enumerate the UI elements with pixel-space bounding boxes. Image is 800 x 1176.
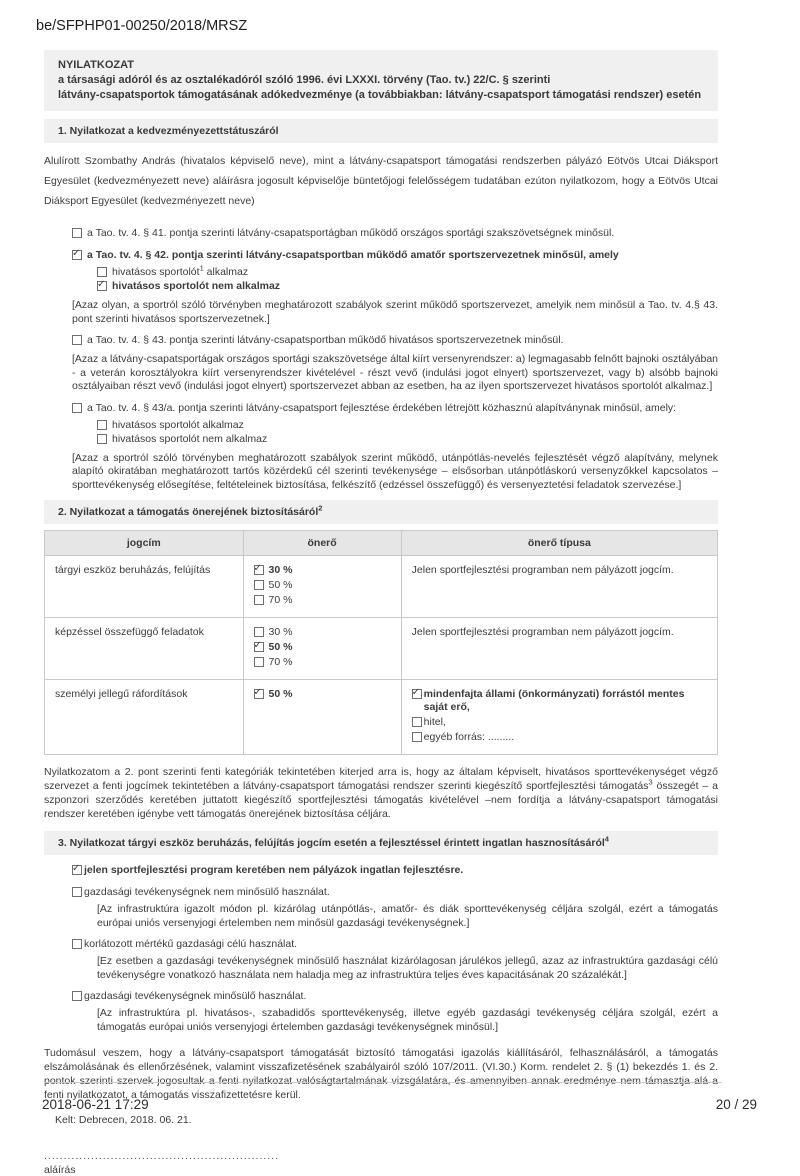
footer-timestamp: 2018-06-21 17:29 [42,1097,149,1112]
option-label: 50 % [268,579,293,591]
checkbox-icon [97,434,107,444]
checkbox-icon [72,403,82,413]
declaration-subtitle-line1: a társasági adóról és az osztalékadóról szóló 1996. évi LXXXI. törvény (Tao. tv.) 22/C. § szerinti [58,74,551,86]
section-2-heading: 2. Nyilatkozat a támogatás önerejének biztosításáról$^2$ [44,500,718,524]
table-row [45,618,718,680]
option-50-percent [254,688,391,701]
checkbox-icon [72,939,82,949]
title-box [44,50,718,111]
checkbox-icon [72,228,82,238]
column-header-onero-tipusa: önerő típusa [401,531,717,556]
acknowledgement-paragraph: Tudomásul veszem, hogy a látvány-csapatsport támogatását biztosító támogatási igazolás kiállításáról, felhasználásáról, a támogatás elszámolásának és ellenőrzésének, valamint visszafizetésének szabályairól szóló 107/2011. (VI.30.) Korm. rendelet 2. § (1) bekezdés 1. és 2. pontok szerinti szervek jogosultak a fenti nyilatkozat valóságtartalmának vizsgálatára, és amennyiben annak eredménye nem támasztja alá a fenti nyilatkozatot, a támogatás visszafizettetésre kerül. [44,1047,718,1101]
option-label: 70 % [268,594,293,606]
checkbox-icon [254,565,264,575]
checkbox-icon [254,595,264,605]
checkbox-label: gazdasági tevékenységnek nem minősülő használat. [84,886,330,898]
note-economic-use: [Az infrastruktúra pl. hivatásos-, szabadidős sporttevékenység, illetve egyéb gazdasági tevékenység céljára szolgál, ezért a támogatás európai uniós versenyjogi értelemben gazdasági tevékenységnek minősül.] [97,1007,718,1033]
checkbox-icon [254,627,264,637]
jogcim-cell: képzéssel összefüggő feladatok [45,618,244,680]
checkbox-foundation-not-employs [97,433,718,446]
checkbox-icon [72,335,82,345]
checkbox-label: hivatásos sportolót nem alkalmaz [112,280,281,292]
checkbox-icon [254,580,264,590]
footnote-ref-1: 1 [199,263,204,273]
signature-label: aláírás [44,1164,76,1176]
self-funding-paragraph: Nyilatkozatom a 2. pont szerinti fenti kategóriák tekintetében kiterjed arra is, hogy az általam képviselt, hivatásos sporttevékenységet végző szervezet a fenti jogcímek tekintetében a látvány-csapatsport támogatási rendszer szerinti kiegészítő sportfejlesztési támogatás$^3$ összegét – a szponzori szerződés keretében juttatott kiegészítő sportfejlesztési támogatás kivételével –nem fordítja a látvány-csapatsport támogatási rendszer keretében igénybe vett támogatás önerejének biztosítása céljára. [44,766,718,820]
option-label: hitel, [423,716,446,728]
checkbox-icon [97,267,107,277]
checkbox-icon [412,717,422,727]
checkbox-icon [72,991,82,1001]
note-foundation-definition: [Azaz a sportról szóló törvényben meghatározott szabályok szerint működő, utánpótlás-nevelés fejlesztését végző alapítvány, melynek alapító okiratában meghatározott tartós közérdekű cél szerinti tevékenysége – elsősorban utánpótláskorú versenyzőkkel kapcsolatos – sporttevékenység elősegítése, feltételeinek biztosítása, felkészítő (edzéssel összefüggő) és versenyeztetési feladatok szervezése.] [72,451,718,491]
checkbox-icon [72,865,82,875]
checkbox-pro-athlete-not-employs [97,280,718,293]
table-header-row [45,531,718,556]
checkbox-icon [254,689,264,699]
checkbox-no-property-development [72,864,718,877]
checkbox-economic-use [72,990,718,1003]
checkbox-tao-43a [72,402,718,415]
note-amateur-definition: [Azaz olyan, a sportról szóló törvényben meghatározott szabályok szerint működő sportszervezet, amelyik nem minősül a Tao. tv. 4.§ 43. pont szerinti hivatásos sportszervezetnek.] [72,299,718,325]
onero-tipusa-cell: Jelen sportfejlesztési programban nem pályázott jogcím. [401,556,717,618]
intro-paragraph: Alulírott Szombathy András (hivatalos képviselő neve), mint a látvány-csapatsport támogatási rendszerben pályázó Eötvös Utcai Diáksport Egyesület (kedvezményezett neve) aláírásra jogosult képviselője büntetőjogi felelősségem tudatában ezúton nyilatkozom, hogy a Eötvös Utcai Diáksport Egyesület (kedvezményezett neve) [44,155,718,207]
option-label: 50 % [268,688,293,700]
checkbox-tao-43 [72,334,718,347]
checkbox-label: korlátozott mértékű gazdasági célú használat. [84,938,298,950]
checkbox-label: hivatásos sportolót$^1$ alkalmaz [112,263,249,278]
onero-cell [243,680,401,755]
checkbox-icon [72,250,82,260]
checkbox-label: a Tao. tv. 4. § 41. pontja szerinti látvány-csapatsportágban működő országos sportági szakszövetségnek minősül. [87,227,615,239]
onero-tipusa-cell: Jelen sportfejlesztési programban nem pályázott jogcím. [401,618,717,680]
onero-tipusa-cell [401,680,717,755]
column-header-jogcim: jogcím [45,531,244,556]
jogcim-cell: személyi jellegű ráfordítások [45,680,244,755]
checkbox-label: a Tao. tv. 4. § 43. pontja szerinti látvány-csapatsportban működő hivatásos sportszervezetnek minősül. [87,334,564,346]
column-header-onero: önerő [243,531,401,556]
option-50-percent [254,579,391,592]
footer-divider [44,1082,722,1083]
checkbox-icon [412,732,422,742]
checkbox-icon [254,657,264,667]
option-30-percent [254,626,391,639]
option-70-percent [254,594,391,607]
declaration-subtitle-line2: látvány-csapatsportok támogatásának adókedvezménye (a továbbiakban: látvány-csapatsport támogatási rendszer) esetén [58,89,702,101]
table-row [45,556,718,618]
declaration-title: NYILATKOZAT [58,59,134,71]
header-doc-number: be/SFPHP01-00250/2018/MRSZ [36,18,248,34]
date-line: Kelt: Debrecen, 2018. 06. 21. [55,1114,192,1126]
checkbox-label: gazdasági tevékenységnek minősülő használat. [84,990,307,1002]
option-other-source [412,731,707,744]
checkbox-icon [97,281,107,291]
onero-cell [243,618,401,680]
footer-page-number: 20 / 29 [715,1097,757,1112]
option-50-percent [254,641,391,654]
option-label: 30 % [268,626,293,638]
checkbox-icon [72,887,82,897]
checkbox-label: a Tao. tv. 4. § 43/a. pontja szerinti látvány-csapatsport fejlesztése érdekében létrejött közhasznú alapítványnak minősül, amely: [87,401,677,414]
note-non-economic-use: [Az infrastruktúra igazolt módon pl. kizárólag utánpótlás-, amatőr- és diák sporttevékenység céljára szolgál, ezért a támogatás európai uniós versenyjogi értelemben nem minősül gazdasági tevékenységnek.] [97,903,718,929]
section-3-heading: 3. Nyilatkozat tárgyi eszköz beruházás, felújítás jogcím esetén a fejlesztéssel érintett ingatlan hasznosításáról$^4$ [44,831,718,855]
onero-cell [243,556,401,618]
table-row [45,680,718,755]
option-30-percent [254,564,391,577]
checkbox-label: hivatásos sportolót nem alkalmaz [112,432,268,445]
option-loan [412,716,707,729]
footnote-ref-3: 3 [648,777,653,787]
option-own-funds [412,688,707,714]
own-funds-table [44,530,718,755]
note-professional-definition: [Azaz a látvány-csapatsportágak országos sportági szakszövetsége által kiírt versenyrendszer: a) legmagasabb felnőtt bajnoki osztályában - a veterán korosztályokra kiírt versenyrendszer kivételével - részt vevő (indulási jogot elnyert) sportszervezet, vagy b) alsóbb bajnoki osztályaiban részt vevő (indulási jogot elnyert) sportszervezet abban az esetben, ha az ilyen sportszervezet hivatásos sportolót alkalmaz.] [72,353,718,392]
checkbox-label: a Tao. tv. 4. § 42. pontja szerinti látvány-csapatsportban működő amatőr sportszervezetnek minősül, amely [87,249,619,261]
option-label: egyéb forrás: ......... [423,731,515,743]
jogcim-cell: tárgyi eszköz beruházás, felújítás [45,556,244,618]
checkbox-icon [254,642,264,652]
footnote-ref-2: 2 [318,503,323,513]
checkbox-tao-41 [72,227,718,240]
note-limited-economic-use: [Ez esetben a gazdasági tevékenységnek minősülő használat kizárólagosan járulékos jellegű, azaz az infrastruktúra gazdasági célú tevékenységre vonatkozó használata nem haladja meg az infrastruktúra teljes éves kapacitásának 20 százalékát.] [97,955,718,981]
checkbox-icon [97,420,107,430]
option-label: 30 % [268,564,293,576]
checkbox-label: hivatásos sportolót alkalmaz [112,418,244,431]
option-label: 70 % [268,656,293,668]
footnote-ref-4: 4 [604,834,609,844]
checkbox-non-economic-use [72,886,718,899]
page-content [44,50,718,1176]
checkbox-label: jelen sportfejlesztési program keretében nem pályázok ingatlan fejlesztésre. [84,864,464,876]
checkbox-icon [412,689,422,699]
checkbox-pro-athlete-employs [97,263,718,279]
option-70-percent [254,656,391,669]
signature-dots: ............................................................ [44,1150,280,1162]
checkbox-limited-economic-use [72,938,718,951]
checkbox-tao-42 [72,249,718,262]
option-label: 50 % [268,641,293,653]
section-1-heading: 1. Nyilatkozat a kedvezményezettstátuszáról [44,119,718,143]
option-label: mindenfajta állami (önkormányzati) forrástól mentes saját erő, [423,688,685,713]
checkbox-foundation-employs [97,419,718,432]
